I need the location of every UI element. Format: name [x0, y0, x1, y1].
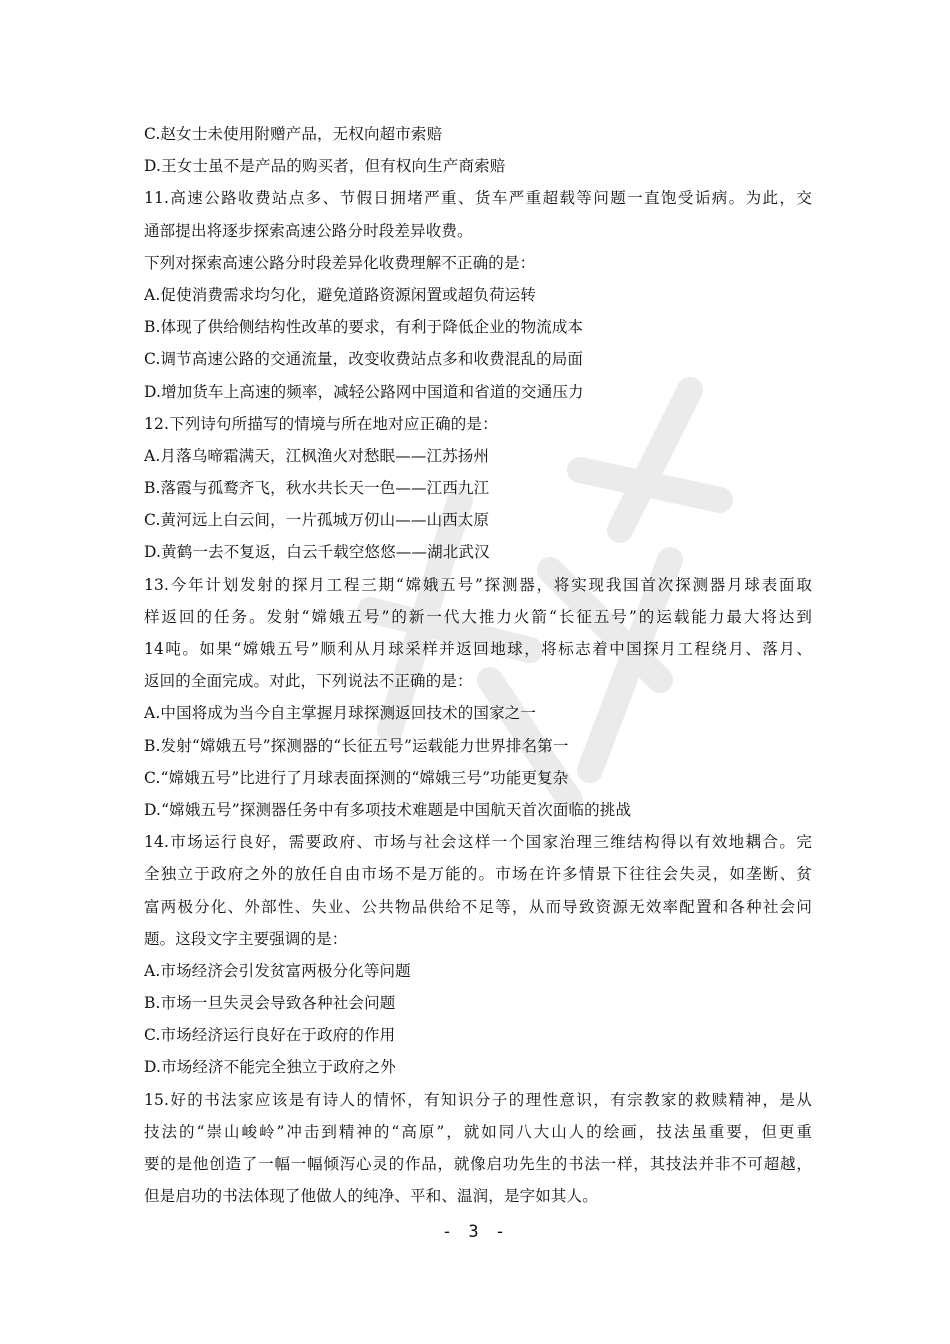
text-line: C.赵女士未使用附赠产品，无权向超市索赔	[144, 125, 443, 143]
text-line: 但是启功的书法体现了他做人的纯净、平和、温润，是字如其人。	[144, 1187, 598, 1206]
text-line: 题。这段文字主要强调的是：	[144, 929, 348, 948]
text-line: A.中国将成为当今自主掌握月球探测返回技术的国家之一	[144, 704, 537, 723]
text-line: D.王女士虽不是产品的购买者，但有权向生产商索赔	[144, 157, 506, 176]
text-line: 要的是他创造了一幅一幅倾泻心灵的作品，就像启功先生的书法一样，其技法并非不可超越，	[144, 1155, 812, 1173]
question-text	[144, 118, 812, 1212]
text-line: 14吨。如果“嫦娥五号”顺利从月球采样并返回地球，将标志着中国探月工程绕月、落月、	[144, 640, 812, 658]
text-line: D.市场经济不能完全独立于政府之外	[144, 1058, 396, 1077]
text-line: 返回的全面完成。对此，下列说法不正确的是：	[144, 672, 473, 691]
text-line: 全独立于政府之外的放任自由市场不是万能的。市场在许多情景下往往会失灵，如垄断、贫	[144, 865, 812, 884]
text-line: C.市场经济运行良好在于政府的作用	[144, 1026, 396, 1045]
text-line: 通部提出将逐步探索高速公路分时段差异收费。	[144, 221, 473, 240]
text-line: A.月落乌啼霜满天，江枫渔火对愁眠——江苏扬州	[144, 446, 490, 465]
text-line: 14.市场运行良好，需要政府、市场与社会这样一个国家治理三维结构得以有效地耦合。完	[144, 833, 812, 852]
text-line: 13.今年计划发射的探月工程三期“嫦娥五号”探测器，将实现我国首次探测器月球表面取	[144, 575, 812, 594]
text-line: D.增加货车上高速的频率，减轻公路网中国道和省道的交通压力	[144, 382, 584, 401]
text-line: 富两极分化、外部性、失业、公共物品供给不足等，从而导致资源无效率配置和各种社会问	[144, 897, 812, 916]
text-line: C.黄河远上白云间，一片孤城万仞山——山西太原	[144, 511, 490, 530]
text-line: C.调节高速公路的交通流量，改变收费站点多和收费混乱的局面	[144, 350, 584, 369]
text-line: D.黄鹤一去不复返，白云千载空悠悠——湖北武汉	[144, 543, 490, 562]
text-line: B.市场一旦失灵会导致各种社会问题	[144, 994, 396, 1013]
text-line: 技法的“崇山峻岭”冲击到精神的“高原”，就如同八大山人的绘画，技法虽重要，但更重	[144, 1122, 812, 1141]
text-line: D.“嫦娥五号”探测器任务中有多项技术难题是中国航天首次面临的挑战	[144, 800, 632, 819]
text-line: 样返回的任务。发射“嫦娥五号”的新一代大推力火箭“长征五号”的运载能力最大将达到	[144, 607, 812, 626]
text-line: 15.好的书法家应该是有诗人的情怀，有知识分子的理性意识，有宗教家的救赎精神，是从	[144, 1090, 812, 1109]
text-line: B.体现了供给侧结构性改革的要求，有利于降低企业的物流成本	[144, 318, 584, 337]
text-line: 12.下列诗句所描写的情境与所在地对应正确的是：	[144, 414, 498, 433]
text-line: 11.高速公路收费站点多、节假日拥堵严重、货车严重超载等问题一直饱受诟病。为此，交	[144, 189, 812, 208]
page-number: - 3 -	[441, 1222, 509, 1242]
text-line: 下列对探索高速公路分时段差异化收费理解不正确的是：	[144, 253, 536, 272]
text-line: B.发射“嫦娥五号”探测器的“长征五号”运载能力世界排名第一	[144, 736, 569, 755]
text-line: A.促使消费需求均匀化，避免道路资源闲置或超负荷运转	[144, 285, 537, 304]
text-line: B.落霞与孤鹜齐飞，秋水共长天一色——江西九江	[144, 479, 490, 498]
text-line: C.“嫦娥五号”比进行了月球表面探测的“嫦娥三号”功能更复杂	[144, 768, 569, 787]
text-line: A.市场经济会引发贫富两极分化等问题	[144, 961, 411, 980]
